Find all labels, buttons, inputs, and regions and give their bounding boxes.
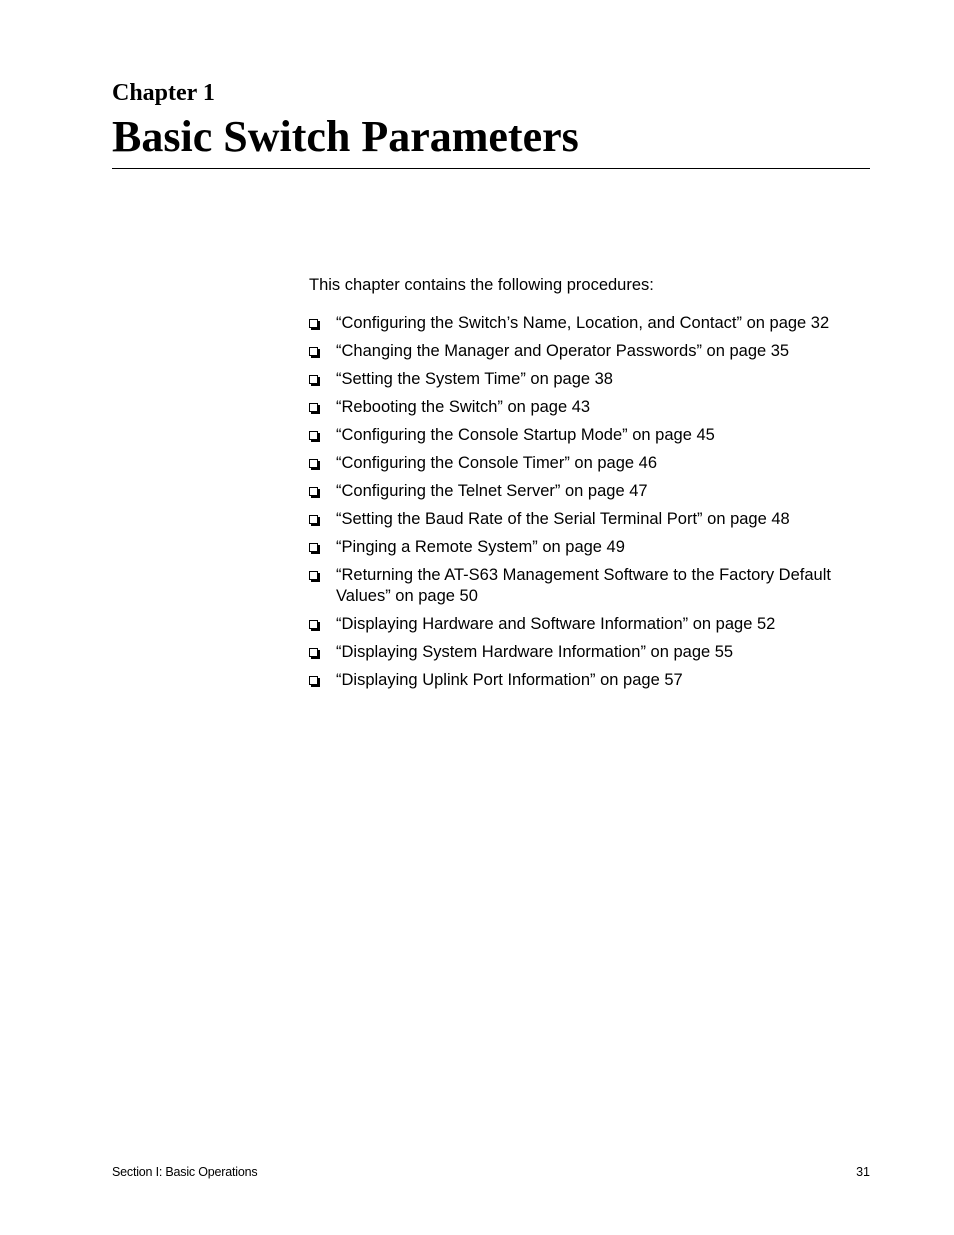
list-item-text: “Returning the AT-S63 Management Software to the Factory Default Values” on page 50 <box>336 566 831 605</box>
list-item <box>309 670 870 691</box>
checkbox-bullet-icon <box>309 459 318 468</box>
list-item <box>309 313 870 334</box>
checkbox-bullet-icon <box>309 676 318 685</box>
checkbox-bullet-icon <box>309 403 318 412</box>
list-item-text: “Setting the Baud Rate of the Serial Terminal Port” on page 48 <box>336 510 790 528</box>
list-item-text: “Displaying Uplink Port Information” on page 57 <box>336 671 683 689</box>
checkbox-bullet-icon <box>309 543 318 552</box>
list-item <box>309 642 870 663</box>
checkbox-bullet-icon <box>309 319 318 328</box>
intro-text: This chapter contains the following procedures: <box>309 276 654 294</box>
list-item <box>309 369 870 390</box>
list-item-text: “Configuring the Telnet Server” on page 47 <box>336 482 648 500</box>
checkbox-bullet-icon <box>309 375 318 384</box>
chapter-label: Chapter 1 <box>112 80 215 106</box>
list-item-text: “Configuring the Switch’s Name, Location, and Contact” on page 32 <box>336 314 830 332</box>
list-item <box>309 565 870 607</box>
list-item <box>309 397 870 418</box>
checkbox-bullet-icon <box>309 571 318 580</box>
checkbox-bullet-icon <box>309 347 318 356</box>
list-item-text: “Rebooting the Switch” on page 43 <box>336 398 591 416</box>
list-item <box>309 614 870 635</box>
checkbox-bullet-icon <box>309 487 318 496</box>
list-item-text: “Configuring the Console Timer” on page 46 <box>336 454 658 472</box>
checkbox-bullet-icon <box>309 620 318 629</box>
list-item <box>309 453 870 474</box>
list-item-text: “Changing the Manager and Operator Passwords” on page 35 <box>336 342 790 360</box>
footer-page-number: 31 <box>856 1165 870 1179</box>
list-item-text: “Displaying Hardware and Software Information” on page 52 <box>336 615 776 633</box>
footer-section-name: Section I: Basic Operations <box>112 1165 258 1179</box>
list-item-text: “Pinging a Remote System” on page 49 <box>336 538 625 556</box>
chapter-title: Basic Switch Parameters <box>112 112 579 161</box>
list-item <box>309 537 870 558</box>
checkbox-bullet-icon <box>309 648 318 657</box>
checkbox-bullet-icon <box>309 431 318 440</box>
list-item <box>309 341 870 362</box>
checkbox-bullet-icon <box>309 515 318 524</box>
procedure-list <box>309 313 870 698</box>
title-rule <box>112 168 870 169</box>
list-item <box>309 425 870 446</box>
list-item-text: “Configuring the Console Startup Mode” on page 45 <box>336 426 715 444</box>
list-item <box>309 509 870 530</box>
list-item-text: “Displaying System Hardware Information” on page 55 <box>336 643 734 661</box>
list-item-text: “Setting the System Time” on page 38 <box>336 370 613 388</box>
list-item <box>309 481 870 502</box>
